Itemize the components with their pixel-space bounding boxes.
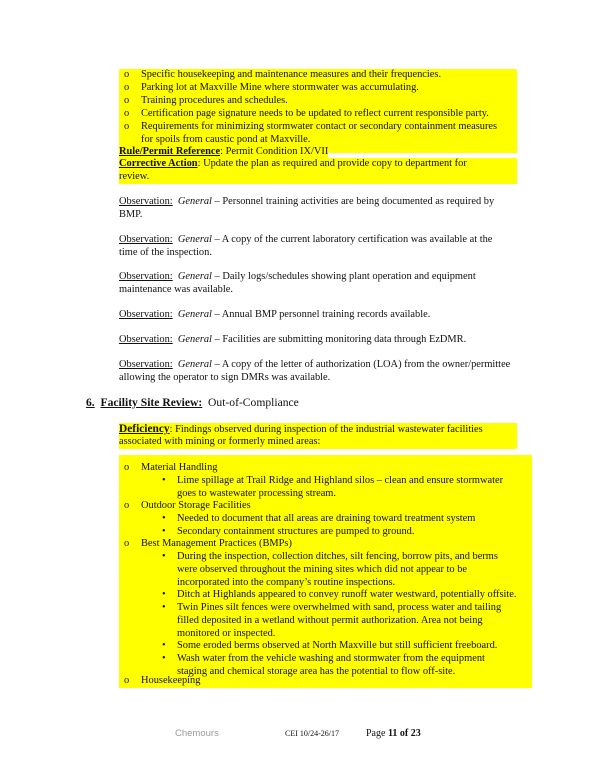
group-title: Best Management Practices (BMPs) <box>141 538 292 549</box>
observation-kind: General <box>177 234 212 245</box>
observation-text-cont: BMP. <box>119 209 143 220</box>
rule-reference-text: : Permit Condition IX/VII <box>220 146 329 157</box>
section-number: 6. <box>86 396 95 409</box>
observation-label: Observation: <box>119 234 173 245</box>
observation-line <box>119 196 494 209</box>
group-bullet: o <box>124 462 130 473</box>
group-item: Twin Pines silt fences were overwhelmed with sand, process water and tailing <box>177 602 502 613</box>
observation-text-cont: time of the inspection. <box>119 247 212 258</box>
observation-kind: General <box>177 309 212 320</box>
item-bullet: • <box>162 653 166 664</box>
section-heading <box>86 396 299 410</box>
list-bullet: o <box>124 69 130 80</box>
observation-label: Observation: <box>119 309 173 320</box>
rule-reference <box>119 146 328 159</box>
item-bullet: • <box>162 513 166 524</box>
list-item: Specific housekeeping and maintenance measures and their frequencies. <box>141 69 442 80</box>
observation-kind: General <box>177 334 212 345</box>
group-item: Secondary containment structures are pumped to ground. <box>177 526 415 537</box>
group-bullet: o <box>124 675 130 686</box>
list-item: Parking lot at Maxville Mine where stormwater was accumulating. <box>141 82 419 93</box>
corrective-action-text: : Update the plan as required and provide copy to department for <box>197 158 467 169</box>
observation-kind: General <box>177 359 212 370</box>
group-item: Wash water from the vehicle washing and stormwater from the equipment <box>177 653 485 664</box>
observation-line <box>119 334 466 347</box>
list-bullet: o <box>124 82 130 93</box>
list-bullet: o <box>124 108 130 119</box>
observation-text: – Facilities are submitting monitoring data through EzDMR. <box>211 334 467 345</box>
observation-line <box>119 271 476 284</box>
group-item-cont: staging and chemical storage area has the potential to flow off-site. <box>177 666 456 677</box>
list-item: Requirements for minimizing stormwater contact or secondary containment measures <box>141 121 498 132</box>
deficiency-text-cont: associated with mining or formerly mined areas: <box>119 436 321 447</box>
footer-company: Chemours <box>175 728 219 739</box>
list-bullet: o <box>124 95 130 106</box>
footer-page-prefix: Page <box>366 728 388 739</box>
item-bullet: • <box>162 551 166 562</box>
footer-page-of: of <box>397 728 411 739</box>
section-status: Out-of-Compliance <box>208 396 299 409</box>
group-item: Needed to document that all areas are draining toward treatment system <box>177 513 476 524</box>
list-item: Training procedures and schedules. <box>141 95 288 106</box>
corrective-action <box>119 158 467 171</box>
observation-label: Observation: <box>119 271 173 282</box>
observation-text: – A copy of the current laboratory certification was available at the <box>211 234 493 245</box>
observation-text: – Annual BMP personnel training records available. <box>211 309 431 320</box>
group-item: Ditch at Highlands appeared to convey runoff water westward, potentially offsite. <box>177 589 517 600</box>
group-title: Housekeeping <box>141 675 201 686</box>
observation-line <box>119 234 492 247</box>
deficiency <box>119 423 483 437</box>
section-title: Facility Site Review: <box>100 396 203 409</box>
item-bullet: • <box>162 640 166 651</box>
footer-page <box>366 728 421 741</box>
group-item-cont: were observed throughout the mining sites which did not appear to be <box>177 564 468 575</box>
group-item-cont: goes to wastewater processing stream. <box>177 488 336 499</box>
list-bullet: o <box>124 121 130 132</box>
observation-label: Observation: <box>119 359 173 370</box>
item-bullet: • <box>162 526 166 537</box>
group-item-cont: filled deposited in a wetland without permit authorization. Area not being <box>177 615 483 626</box>
list-item-continuation: for spoils from caustic pond at Maxville. <box>141 134 311 145</box>
item-bullet: • <box>162 589 166 600</box>
list-item: Certification page signature needs to be updated to reflect current responsible party. <box>141 108 489 119</box>
group-title: Material Handling <box>141 462 218 473</box>
observation-text: – Personnel training activities are being documented as required by <box>211 196 495 207</box>
group-item-cont: incorporated into the company’s routine inspections. <box>177 577 396 588</box>
footer-page-number: 11 <box>387 728 398 739</box>
observation-kind: General <box>177 271 212 282</box>
observation-line <box>119 359 510 372</box>
deficiency-text: : Findings observed during inspection of the industrial wastewater facilities <box>169 424 483 435</box>
observation-label: Observation: <box>119 196 173 207</box>
group-title: Outdoor Storage Facilities <box>141 500 251 511</box>
item-bullet: • <box>162 475 166 486</box>
group-item: During the inspection, collection ditches, silt fencing, borrow pits, and berms <box>177 551 498 562</box>
group-item: Some eroded berms observed at North Maxville but still sufficient freeboard. <box>177 640 498 651</box>
rule-reference-label: Rule/Permit Reference <box>119 146 221 157</box>
observation-line <box>119 309 430 322</box>
observation-text-cont: allowing the operator to sign DMRs was available. <box>119 372 331 383</box>
group-bullet: o <box>124 500 130 511</box>
item-bullet: • <box>162 602 166 613</box>
footer-page-total: 23 <box>410 728 421 739</box>
deficiency-label: Deficiency <box>119 423 170 435</box>
observation-text: – A copy of the letter of authorization (LOA) from the owner/permittee <box>211 359 511 370</box>
group-bullet: o <box>124 538 130 549</box>
corrective-action-label: Corrective Action <box>119 158 198 169</box>
observation-label: Observation: <box>119 334 173 345</box>
observation-text-cont: maintenance was available. <box>119 284 233 295</box>
corrective-action-text-cont: review. <box>119 171 150 182</box>
group-item: Lime spillage at Trail Ridge and Highland silos – clean and ensure stormwater <box>177 475 504 486</box>
group-item-cont: monitored or inspected. <box>177 628 276 639</box>
footer-code: CEI 10/24-26/17 <box>285 729 339 738</box>
observation-text: – Daily logs/schedules showing plant operation and equipment <box>211 271 476 282</box>
observation-kind: General <box>177 196 212 207</box>
